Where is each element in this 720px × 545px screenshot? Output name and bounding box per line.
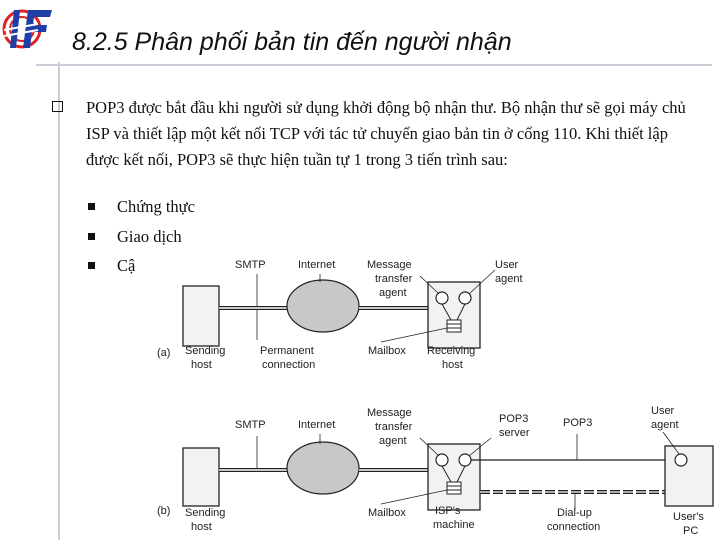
tag-a: (a) xyxy=(157,347,171,359)
internet-cloud-b xyxy=(287,442,359,494)
label-user-agent-a-2: agent xyxy=(495,273,523,285)
diagram-part-a xyxy=(157,259,523,371)
body-paragraph: POP3 được bắt đầu khi người sử dụng khởi động bộ nhận thư. Bộ nhận thư sẽ gọi máy chủ ISP và thiết lập một kết nối TCP với tác tử chuyển giao bản tin ở cổng 110. Khi thiết lập được kết nối, POP3 sẽ thực hiện tuần tự 1 trong 3 tiến trình sau: xyxy=(86,98,686,169)
mailbox-icon xyxy=(447,320,461,332)
label-sending-host-b-2: host xyxy=(191,521,212,533)
internet-cloud xyxy=(287,280,359,332)
label-pop3: POP3 xyxy=(563,417,593,429)
label-pop3-server-2: server xyxy=(499,427,530,439)
label-users-pc-2: PC xyxy=(683,525,699,537)
tag-b: (b) xyxy=(157,505,171,517)
label-user-agent-b-1: User xyxy=(651,405,675,417)
label-users-pc-1: User's xyxy=(673,511,704,523)
hollow-bullet-icon xyxy=(52,101,63,112)
horizontal-divider xyxy=(36,64,712,66)
label-mta-b-1: Message xyxy=(367,407,412,419)
label-mta-a-1: Message xyxy=(367,259,412,271)
mail-delivery-diagram xyxy=(145,248,720,540)
list-item-label: Giao dịch xyxy=(117,227,182,246)
label-isp-machine-1: ISP's xyxy=(435,505,461,517)
receiving-host-box xyxy=(428,282,480,348)
label-receiving-host-1: Receiving xyxy=(427,345,476,357)
users-pc-box xyxy=(665,446,713,506)
label-mta-a-2: transfer xyxy=(375,273,413,285)
list-item-label: Chứng thực xyxy=(117,197,195,216)
logo-icon xyxy=(2,4,60,54)
mailbox-icon-b xyxy=(447,482,461,494)
square-bullet-icon xyxy=(88,233,95,240)
label-receiving-host-2: host xyxy=(442,359,463,371)
label-dialup-2: connection xyxy=(547,521,601,533)
label-permanent-2: connection xyxy=(262,359,316,371)
label-isp-machine-2: machine xyxy=(433,519,475,531)
label-dialup-1: Dial-up xyxy=(557,507,592,519)
label-user-agent-b-2: agent xyxy=(651,419,679,431)
sending-host-box xyxy=(183,286,219,346)
label-internet-a: Internet xyxy=(298,259,336,271)
sending-host-box-b xyxy=(183,448,219,506)
label-user-agent-a-1: User xyxy=(495,259,519,271)
user-agent-icon-b xyxy=(675,454,687,466)
label-mailbox-b: Mailbox xyxy=(368,507,406,519)
slide-title: 8.2.5 Phân phối bản tin đến người nhận xyxy=(72,28,512,56)
label-mta-a-3: agent xyxy=(379,287,407,299)
vertical-divider xyxy=(58,62,60,540)
label-pop3-server-1: POP3 xyxy=(499,413,529,425)
square-bullet-icon xyxy=(88,262,95,269)
mta-process-icon xyxy=(436,292,448,304)
label-smtp-b: SMTP xyxy=(235,419,266,431)
label-mta-b-3: agent xyxy=(379,435,407,447)
label-internet-b: Internet xyxy=(298,419,336,431)
label-smtp-a: SMTP xyxy=(235,259,266,271)
list-item xyxy=(88,256,135,276)
label-sending-host-a-2: host xyxy=(191,359,212,371)
square-bullet-icon xyxy=(88,203,95,210)
list-item-label: Cậ xyxy=(117,256,136,275)
diagram-part-b xyxy=(157,405,713,537)
isp-machine-box xyxy=(428,444,480,510)
label-mailbox-a: Mailbox xyxy=(368,345,406,357)
label-mta-b-2: transfer xyxy=(375,421,413,433)
mta-process-icon-b xyxy=(436,454,448,466)
label-sending-host-a-1: Sending xyxy=(185,345,226,357)
list-item xyxy=(88,227,182,247)
label-permanent-1: Permanent xyxy=(260,345,314,357)
label-sending-host-b-1: Sending xyxy=(185,507,226,519)
list-item xyxy=(88,197,195,217)
